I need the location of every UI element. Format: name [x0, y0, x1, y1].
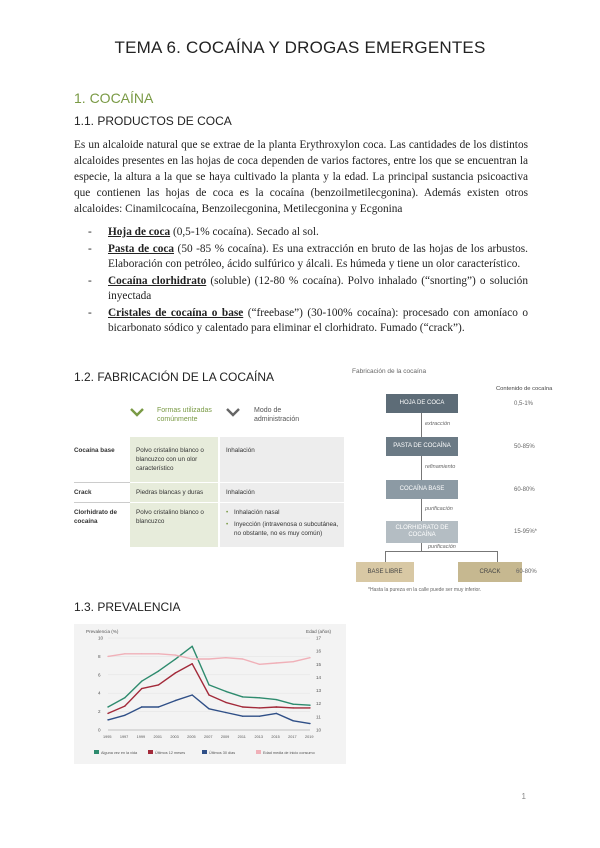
data-point: [141, 653, 142, 654]
legend-swatch: [256, 750, 261, 754]
data-point: [292, 661, 293, 662]
x-tick-label: 2013: [254, 735, 263, 739]
pct-hoja: 0,5-1%: [514, 401, 534, 407]
data-point: [191, 663, 192, 664]
data-point: [208, 694, 209, 695]
y-tick-label-right: 11: [316, 714, 321, 720]
item-term: Hoja de coca: [108, 226, 171, 238]
box-base-libre: BASE LIBRE: [356, 562, 414, 582]
data-point: [259, 707, 260, 708]
y-axis-label-right: Edad (años): [306, 629, 332, 634]
data-point: [309, 723, 310, 724]
x-tick-label: 2007: [204, 735, 213, 739]
data-point: [158, 670, 159, 671]
series-line: [108, 664, 310, 714]
prevalence-chart-svg: [74, 624, 346, 764]
item-term: Pasta de coca: [108, 242, 175, 255]
x-tick-label: 1997: [119, 735, 129, 739]
flow-arrow: [385, 551, 498, 552]
y-tick-label-left: 2: [98, 709, 101, 715]
row-label: Crack: [74, 489, 92, 496]
series-line: [108, 646, 310, 707]
x-tick-label: 2005: [187, 735, 196, 739]
data-point: [292, 704, 293, 705]
y-tick-label-right: 13: [316, 688, 322, 694]
x-tick-label: 2019: [305, 735, 314, 739]
row-mode: Inhalación: [226, 447, 255, 454]
box-base: COCAÍNA BASE: [386, 480, 458, 499]
data-point: [309, 704, 310, 705]
list-item: [74, 225, 528, 241]
legend-label: Últimos 30 días: [209, 750, 236, 755]
y-tick-label-right: 17: [316, 635, 322, 641]
data-point: [107, 719, 108, 720]
data-point: [124, 705, 125, 706]
data-point: [309, 707, 310, 708]
legend-label: Edad media de inicio consumo: [263, 750, 315, 755]
flowchart-title: Fabricación de la cocaína: [352, 368, 427, 375]
subheading-productos: 1.1. PRODUCTOS DE COCA: [74, 114, 232, 128]
dash-marker: -: [88, 306, 92, 319]
box-hoja: HOJA DE COCA: [386, 394, 458, 413]
data-point: [158, 706, 159, 707]
data-point: [242, 706, 243, 707]
item-text: (50 -85 % cocaína). Es una extracción en bruto de las hojas de los arbustos. Elaboración con petróleo, ácido sulfúrico y álcali. Es húmeda y tiene un olor característico.: [108, 242, 528, 270]
data-point: [242, 696, 243, 697]
row-form: Piedras blancas y duras: [136, 489, 204, 496]
row-form: Polvo cristalino blanco o blancuzco: [136, 509, 204, 525]
check-icon: [130, 407, 144, 417]
data-point: [107, 713, 108, 714]
y-tick-label-left: 6: [98, 672, 101, 678]
item-term: Cocaína clorhidrato: [108, 274, 207, 287]
data-point: [191, 658, 192, 659]
products-list: [74, 225, 528, 338]
step-label: refinamiento: [425, 464, 456, 470]
pct-final: 60-80%: [516, 569, 537, 575]
data-point: [208, 658, 209, 659]
pct-pasta: 50-85%: [514, 444, 535, 450]
row-mode: Inhalación nasal: [234, 509, 280, 516]
prevalence-chart: [74, 624, 346, 764]
data-point: [124, 653, 125, 654]
data-point: [276, 699, 277, 700]
intro-paragraph: Es un alcaloide natural que se extrae de la planta Erythroxylon coca. Las cantidades de los distintos alcaloides presentes en las hojas de coca dependen de varios factores, entre los que se encuentran la especie, la altura a la que se haya cultivado la planta y la edad. La principal sustancia psicoactiva que contienen las hojas de coca es la cocaína (benzoilmetilecgonina). Además existen otros alcaloides: Cinamilcocaína, Benzoilecgonina, Metilecgonina y Ecgonina: [74, 139, 528, 215]
chevron-down-icon: [226, 407, 240, 417]
data-point: [225, 691, 226, 692]
y-tick-label-right: 10: [316, 727, 322, 733]
x-tick-label: 2017: [288, 735, 297, 739]
row-divider: [74, 482, 130, 483]
data-point: [225, 702, 226, 703]
y-tick-label-left: 10: [98, 635, 104, 641]
data-point: [175, 672, 176, 673]
row-divider: [130, 502, 344, 503]
y-tick-label-right: 12: [316, 701, 322, 707]
data-point: [124, 697, 125, 698]
data-point: [175, 654, 176, 655]
data-point: [276, 713, 277, 714]
x-tick-label: 2015: [271, 735, 280, 739]
x-tick-label: 2009: [220, 735, 230, 739]
data-point: [259, 664, 260, 665]
row-label: Cocaína base: [74, 447, 115, 454]
data-point: [276, 662, 277, 663]
x-tick-label: 2011: [237, 735, 246, 739]
data-point: [225, 712, 226, 713]
subheading-fabricacion: 1.2. FABRICACIÓN DE LA COCAÍNA: [74, 370, 275, 384]
row-divider: [74, 502, 130, 503]
step-label: purificación: [425, 506, 453, 512]
data-point: [124, 715, 125, 716]
flow-arrow: [497, 551, 498, 562]
y-tick-label-right: 16: [316, 648, 322, 654]
data-point: [107, 706, 108, 707]
item-term: Cristales de cocaína o base: [108, 306, 244, 319]
legend-swatch: [94, 750, 99, 754]
flow-arrow: [421, 499, 422, 521]
data-point: [225, 657, 226, 658]
legend-label: Últimos 12 meses: [155, 750, 186, 755]
data-point: [158, 653, 159, 654]
y-axis-label-left: Prevalencia (%): [86, 629, 119, 634]
data-point: [292, 720, 293, 721]
data-point: [276, 706, 277, 707]
data-point: [141, 706, 142, 707]
content-label: Contenido de cocaína: [496, 386, 553, 392]
subheading-prevalencia: 1.3. PREVALENCIA: [74, 600, 181, 614]
box-crack: CRACK: [458, 562, 522, 582]
manufacture-flowchart: [340, 366, 560, 602]
item-text: (soluble) (12-80 % cocaína). Polvo inhalado (“snorting”) o solución inyectada: [108, 274, 528, 302]
legend-swatch: [202, 750, 207, 754]
y-tick-label-left: 4: [98, 690, 101, 696]
flow-arrow: [385, 551, 386, 562]
x-tick-label: 1995: [103, 735, 112, 739]
col-header-forms: Formas utilizadas comúnmente: [157, 407, 212, 423]
box-clorhidrato: CLORHIDRATO DE COCAÍNA: [386, 521, 458, 543]
dash-marker: -: [88, 242, 92, 255]
list-item: [74, 242, 528, 273]
data-point: [107, 656, 108, 657]
data-point: [141, 688, 142, 689]
row-mode: Inyección (intravenosa o subcutánea, no obstante, no es muy común): [234, 521, 339, 537]
data-point: [175, 658, 176, 659]
pct-clorhidrato: 15-95%*: [514, 529, 538, 535]
list-item: [74, 274, 528, 305]
y-tick-label-right: 15: [316, 661, 322, 667]
dash-marker: -: [88, 274, 92, 287]
row-label: Clorhidrato de cocaína: [74, 509, 118, 525]
x-tick-label: 2003: [170, 735, 179, 739]
data-point: [208, 684, 209, 685]
row-form: Polvo cristalino blanco o blancuzco con un olor característico: [136, 447, 204, 472]
data-point: [292, 707, 293, 708]
row-divider: [130, 482, 344, 483]
item-text: (“freebase”) (30-100% cocaína): procesado con amoníaco o bicarbonato sódico y calentado para eliminar el clorhidrato. Fumado (“crack”).: [108, 306, 528, 334]
row-mode: Inhalación: [226, 489, 255, 496]
data-point: [208, 708, 209, 709]
x-tick-label: 1999: [136, 735, 146, 739]
flow-arrow: [421, 413, 422, 437]
data-point: [191, 646, 192, 647]
legend-label: Alguna vez en la vida: [101, 750, 138, 755]
data-point: [175, 700, 176, 701]
item-text: (0,5-1% cocaína). Secado al sol.: [170, 226, 319, 238]
x-tick-label: 2001: [153, 735, 162, 739]
y-tick-label-right: 14: [316, 674, 322, 680]
administration-table: [74, 402, 344, 552]
data-point: [141, 681, 142, 682]
col-header-mode: Modo de administración: [254, 407, 300, 423]
flow-arrow: [421, 543, 422, 551]
data-point: [191, 694, 192, 695]
page-number: 1: [521, 792, 526, 801]
data-point: [259, 716, 260, 717]
legend-swatch: [148, 750, 153, 754]
data-point: [309, 657, 310, 658]
bullet-icon: •: [226, 509, 229, 516]
y-tick-label-left: 0: [98, 727, 101, 733]
dash-marker: -: [88, 226, 92, 238]
data-point: [158, 684, 159, 685]
data-point: [242, 716, 243, 717]
flowchart-note: *Hasta la pureza en la calle puede ser muy inferior.: [368, 587, 482, 593]
data-point: [259, 697, 260, 698]
step-label: purificación: [428, 544, 456, 550]
y-tick-label-left: 8: [98, 653, 101, 659]
pct-base: 60-80%: [514, 487, 535, 493]
page-title: TEMA 6. COCAÍNA Y DROGAS EMERGENTES: [114, 38, 486, 57]
data-point: [242, 658, 243, 659]
flow-arrow: [421, 456, 422, 480]
list-item: [74, 306, 528, 337]
box-pasta: PASTA DE COCAÍNA: [386, 437, 458, 456]
section-heading-cocaina: 1. COCAÍNA: [74, 90, 154, 106]
bullet-icon: •: [226, 521, 229, 528]
step-label: extracción: [425, 421, 451, 427]
